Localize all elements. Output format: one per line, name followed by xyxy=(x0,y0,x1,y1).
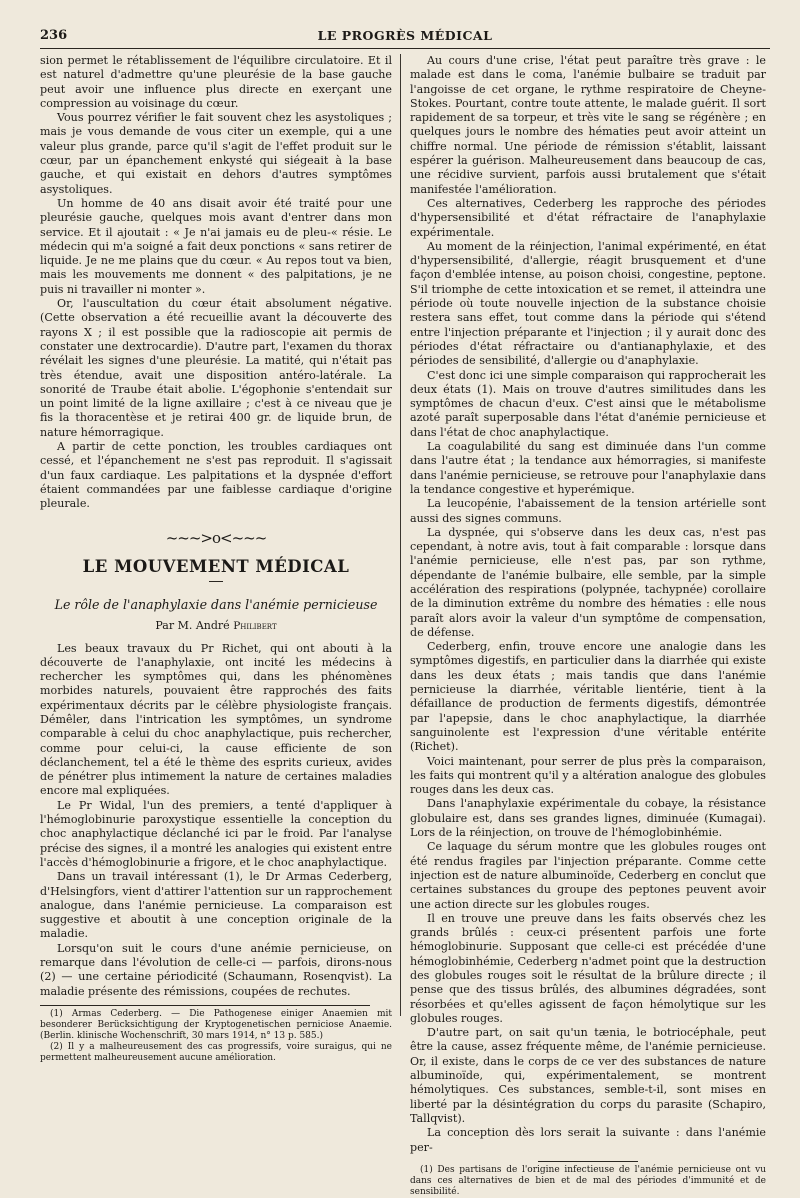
paragraph: Voici maintenant, pour serrer de plus près la comparaison, les faits qui montrent qu'il y a altération analogue des globules rouges dans les deux cas. xyxy=(410,754,766,797)
header-rule xyxy=(40,48,770,49)
paragraph: La leucopénie, l'abaissement de la tension artérielle sont aussi des signes communs. xyxy=(410,497,766,525)
paragraph: Un homme de 40 ans disait avoir été traité pour une pleurésie gauche, quelques mois avant d'entrer dans mon service. Et il ajoutait : « Je n'ai jamais eu de pleu-« résie. Le médecin qui m'a soigné a fait deux ponctions « sans retirer de liquide. Je ne me plains que du cœur. « Au repos tout va bien, mais les mouvements me donnent « des palpitations, je ne puis ni travailler ni monter ». xyxy=(40,196,392,296)
footnote: (1) Armas Cederberg. — Die Pathogenese einiger Anaemien mit besonderer Berücksichtigung der Kryptogenetischen perniciose Anaemie. (Berlin. klinische Wochenschrift, 30 mars 1914, n° 13 p. 585.) xyxy=(40,1008,392,1041)
paragraph: Cederberg, enfin, trouve encore une analogie dans les symptômes digestifs, en particulier dans la diarrhée qui existe dans les deux états ; mais tandis que dans l'anémie pernicieuse la diarrhée, véritable lientérie, tient à la défaillance de production de ferments digestifs, démontrée par l'apepsie, dans le choc anaphylactique, la diarrhée sanguinolente est l'expression d'une véritable entérite (Richet). xyxy=(410,640,766,754)
paragraph: Dans l'anaphylaxie expérimentale du cobaye, la résistance globulaire est, dans ses grandes lignes, diminuée (Kumagai). Lors de la réinjection, on trouve de l'hémoglobinhémie. xyxy=(410,797,766,840)
column-separator xyxy=(400,54,401,1016)
article-paragraph: Le Pr Widal, l'un des premiers, a tenté d'appliquer à l'hémoglobinurie paroxystique essentielle la conception du choc anaphylactique déclanché ici par le froid. Par l'analyse précise des signes, il a montré les analogies qui existent entre l'accès d'hémoglobinurie a frigore, et le choc anaphylactique. xyxy=(40,798,392,869)
paragraph: Vous pourrez vérifier le fait souvent chez les asystoliques ; mais je vous demande de vous citer un exemple, qui a une valeur plus grande, parce qu'il s'agit de l'effet produit sur le cœur, par un épanchement enkysté qui siégeait à la base gauche, et qui existait en dehors d'autres symptômes asystoliques. xyxy=(40,111,392,196)
paragraph: Ces alternatives, Cederberg les rapproche des périodes d'hypersensibilité et d'état réfractaire de l'anaphylaxie expérimentale. xyxy=(410,196,766,239)
page-number: 236 xyxy=(40,28,68,43)
right-column xyxy=(410,54,766,1198)
section-title-dash xyxy=(209,581,223,582)
paragraph: Au moment de la réinjection, l'animal expérimenté, en état d'hypersensibilité, d'allergie, réagit brusquement et d'une façon d'emblée intense, au poison choisi, congestine, peptone. S'il triomphe de cette intoxication et se remet, il atteindra une période où toute nouvelle injection de la substance choisie restera sans effet, tout comme dans la période qui s'étend entre l'injection préparante et l'injection ; il y aurait donc des périodes d'état réfractaire ou d'antianaphylaxie, et des périodes de sensibilité, d'allergie ou d'anaphylaxie. xyxy=(410,239,766,368)
article-paragraph: Dans un travail intéressant (1), le Dr Armas Cederberg, d'Helsingfors, vient d'attirer l'attention sur un rapprochement analogue, dans l'anémie pernicieuse. La comparaison est suggestive et aboutit à une conception originale de la maladie. xyxy=(40,870,392,941)
footnote-rule xyxy=(538,1161,638,1162)
paragraph: A partir de cette ponction, les troubles cardiaques ont cessé, et l'épanchement ne s'est pas reproduit. Il s'agissait d'un faux cardiaque. Les palpitations et la dyspnée d'effort étaient commandées par une faiblesse cardiaque d'origine pleurale. xyxy=(40,440,392,511)
article-title: Le rôle de l'anaphylaxie dans l'anémie pernicieuse xyxy=(54,596,378,612)
paragraph: Au cours d'une crise, l'état peut paraître très grave : le malade est dans le coma, l'anémie bulbaire se traduit par l'angoisse de cet organe, le rythme respiratoire de Cheyne-Stokes. Pourtant, contre toute attente, le malade guérit. Il sort rapidement de sa torpeur, et très vite le sang se régénère ; en quelques jours le nombre des hématies peut avoir atteint un chiffre normal. Une période de rémission s'établit, laissant espérer la guérison. Malheureusement dans beaucoup de cas, une récidive survient, parfois aussi brutalement que s'était manifestée l'amélioration. xyxy=(410,54,766,196)
section-ornament: ~~~>o<~~~ xyxy=(165,528,267,547)
paragraph: sion permet le rétablissement de l'équilibre circulatoire. Et il est naturel d'admettre qu'une pleurésie de la base gauche peut avoir une influence plus directe en exerçant une compression au voisinage du cœur. xyxy=(40,54,392,110)
section-title: LE MOUVEMENT MÉDICAL xyxy=(82,556,350,576)
paragraph: La dyspnée, qui s'observe dans les deux cas, n'est pas cependant, à notre avis, tout à fait comparable : lorsque dans l'anémie pernicieuse, elle n'est pas, par son rythme, dépendante de l'anémie bulbaire, elle semble, par la simple accélération des respirations (polypnée, tachypnée) corollaire de la diminution extrême du nombre des hématies : elle nous paraît alors avoir la valeur d'un symptôme de compensation, de défense. xyxy=(410,525,766,639)
paragraph: Ce laquage du sérum montre que les globules rouges ont été rendus fragiles par l'injection préparante. Comme cette injection est de nature albuminoïde, Cederberg en conclut que certaines substances du groupe des peptones peuvent avoir une action directe sur les globules rouges. xyxy=(410,840,766,911)
footnote-rule xyxy=(40,1005,370,1006)
author-prefix: Par M. André xyxy=(155,618,230,632)
journal-title: LE PROGRÈS MÉDICAL xyxy=(317,28,493,43)
author-name: Philibert xyxy=(233,619,277,632)
article-author xyxy=(40,619,392,632)
footnote: (2) Il y a malheureusement des cas progressifs, voire suraigus, qui ne permettent malheureusement aucune amélioration. xyxy=(40,1041,392,1063)
article-paragraph: Lorsqu'on suit le cours d'une anémie pernicieuse, on remarque dans l'évolution de celle-ci — parfois, dirons-nous (2) — une certaine périodicité (Schaumann, Rosenqvist). La maladie présente des rémissions, coupées de rechutes. xyxy=(40,941,392,998)
left-column xyxy=(40,54,392,1064)
paragraph: La conception dès lors serait la suivante : dans l'anémie per- xyxy=(410,1126,766,1154)
paragraph: Or, l'auscultation du cœur était absolument négative. (Cette observation a été recueillie avant la découverte des rayons X ; il est possible que la radioscopie ait permis de constater une dextrocardie). D'autre part, l'examen du thorax révélait les signes d'une pleurésie. La matité, qui n'était pas très étendue, avait une disposition antéro-latérale. La sonorité de Traube était abolie. L'égophonie s'entendait sur un point limité de la ligne axillaire ; c'est à ce niveau que je fis la thoracentèse et je retirai 400 gr. de liquide brun, de nature hémorragique. xyxy=(40,297,392,439)
paragraph: D'autre part, on sait qu'un tænia, le botriocéphale, peut être la cause, assez fréquente même, de l'anémie pernicieuse. Or, il existe, dans le corps de ce ver des substances de nature albuminoïde, qui, expérimentalement, se montrent hémolytiques. Ces substances, semble-t-il, sont mises en liberté par la désintégration du corps du parasite (Schapiro, Tallqvist). xyxy=(410,1026,766,1125)
article-paragraph: Les beaux travaux du Pr Richet, qui ont abouti à la découverte de l'anaphylaxie, ont incité les médecins à rechercher les symptômes qui, dans les phénomènes morbides naturels, pouvaient être rapprochés des faits expérimentaux décrits par le célèbre physiologiste français. Démêler, dans l'intrication les symptômes, un syndrome comparable à celui du choc anaphylactique, puis rechercher, comme pour celui-ci, la cause efficiente de son déclanchement, tel a été le thème des esprits curieux, avides de pénétrer plus intimement la nature de certaines maladies encore mal expliquées. xyxy=(40,641,392,798)
page-header xyxy=(40,28,770,48)
footnote: (1) Des partisans de l'origine infectieuse de l'anémie pernicieuse ont vu dans ces alternatives de bien et de mal des périodes d'immunité et de sensibilité. xyxy=(410,1164,766,1197)
paragraph: La coagulabilité du sang est diminuée dans l'un comme dans l'autre état ; la tendance aux hémorragies, si manifeste dans l'anémie pernicieuse, se retrouve pour l'anaphylaxie dans la tendance congestive et hyperémique. xyxy=(410,440,766,496)
paragraph: C'est donc ici une simple comparaison qui rapprocherait les deux états (1). Mais on trouve d'autres similitudes dans les symptômes de chacun d'eux. C'est ainsi que le métabolisme azoté paraît superposable dans l'état d'anémie pernicieuse et dans l'état de choc anaphylactique. xyxy=(410,368,766,439)
paragraph: Il en trouve une preuve dans les faits observés chez les grands brûlés : ceux-ci présentent parfois une forte hémoglobinurie. Supposant que celle-ci est précédée d'une hémoglobinhémie, Cederberg n'admet point que la destruction des globules rouges soit le résultat de la brûlure directe ; il pense que des tissus brûlés, des albumines dégradées, sont résorbées et qu'elles agissent de façon hémolytique sur les globules rouges. xyxy=(410,911,766,1025)
